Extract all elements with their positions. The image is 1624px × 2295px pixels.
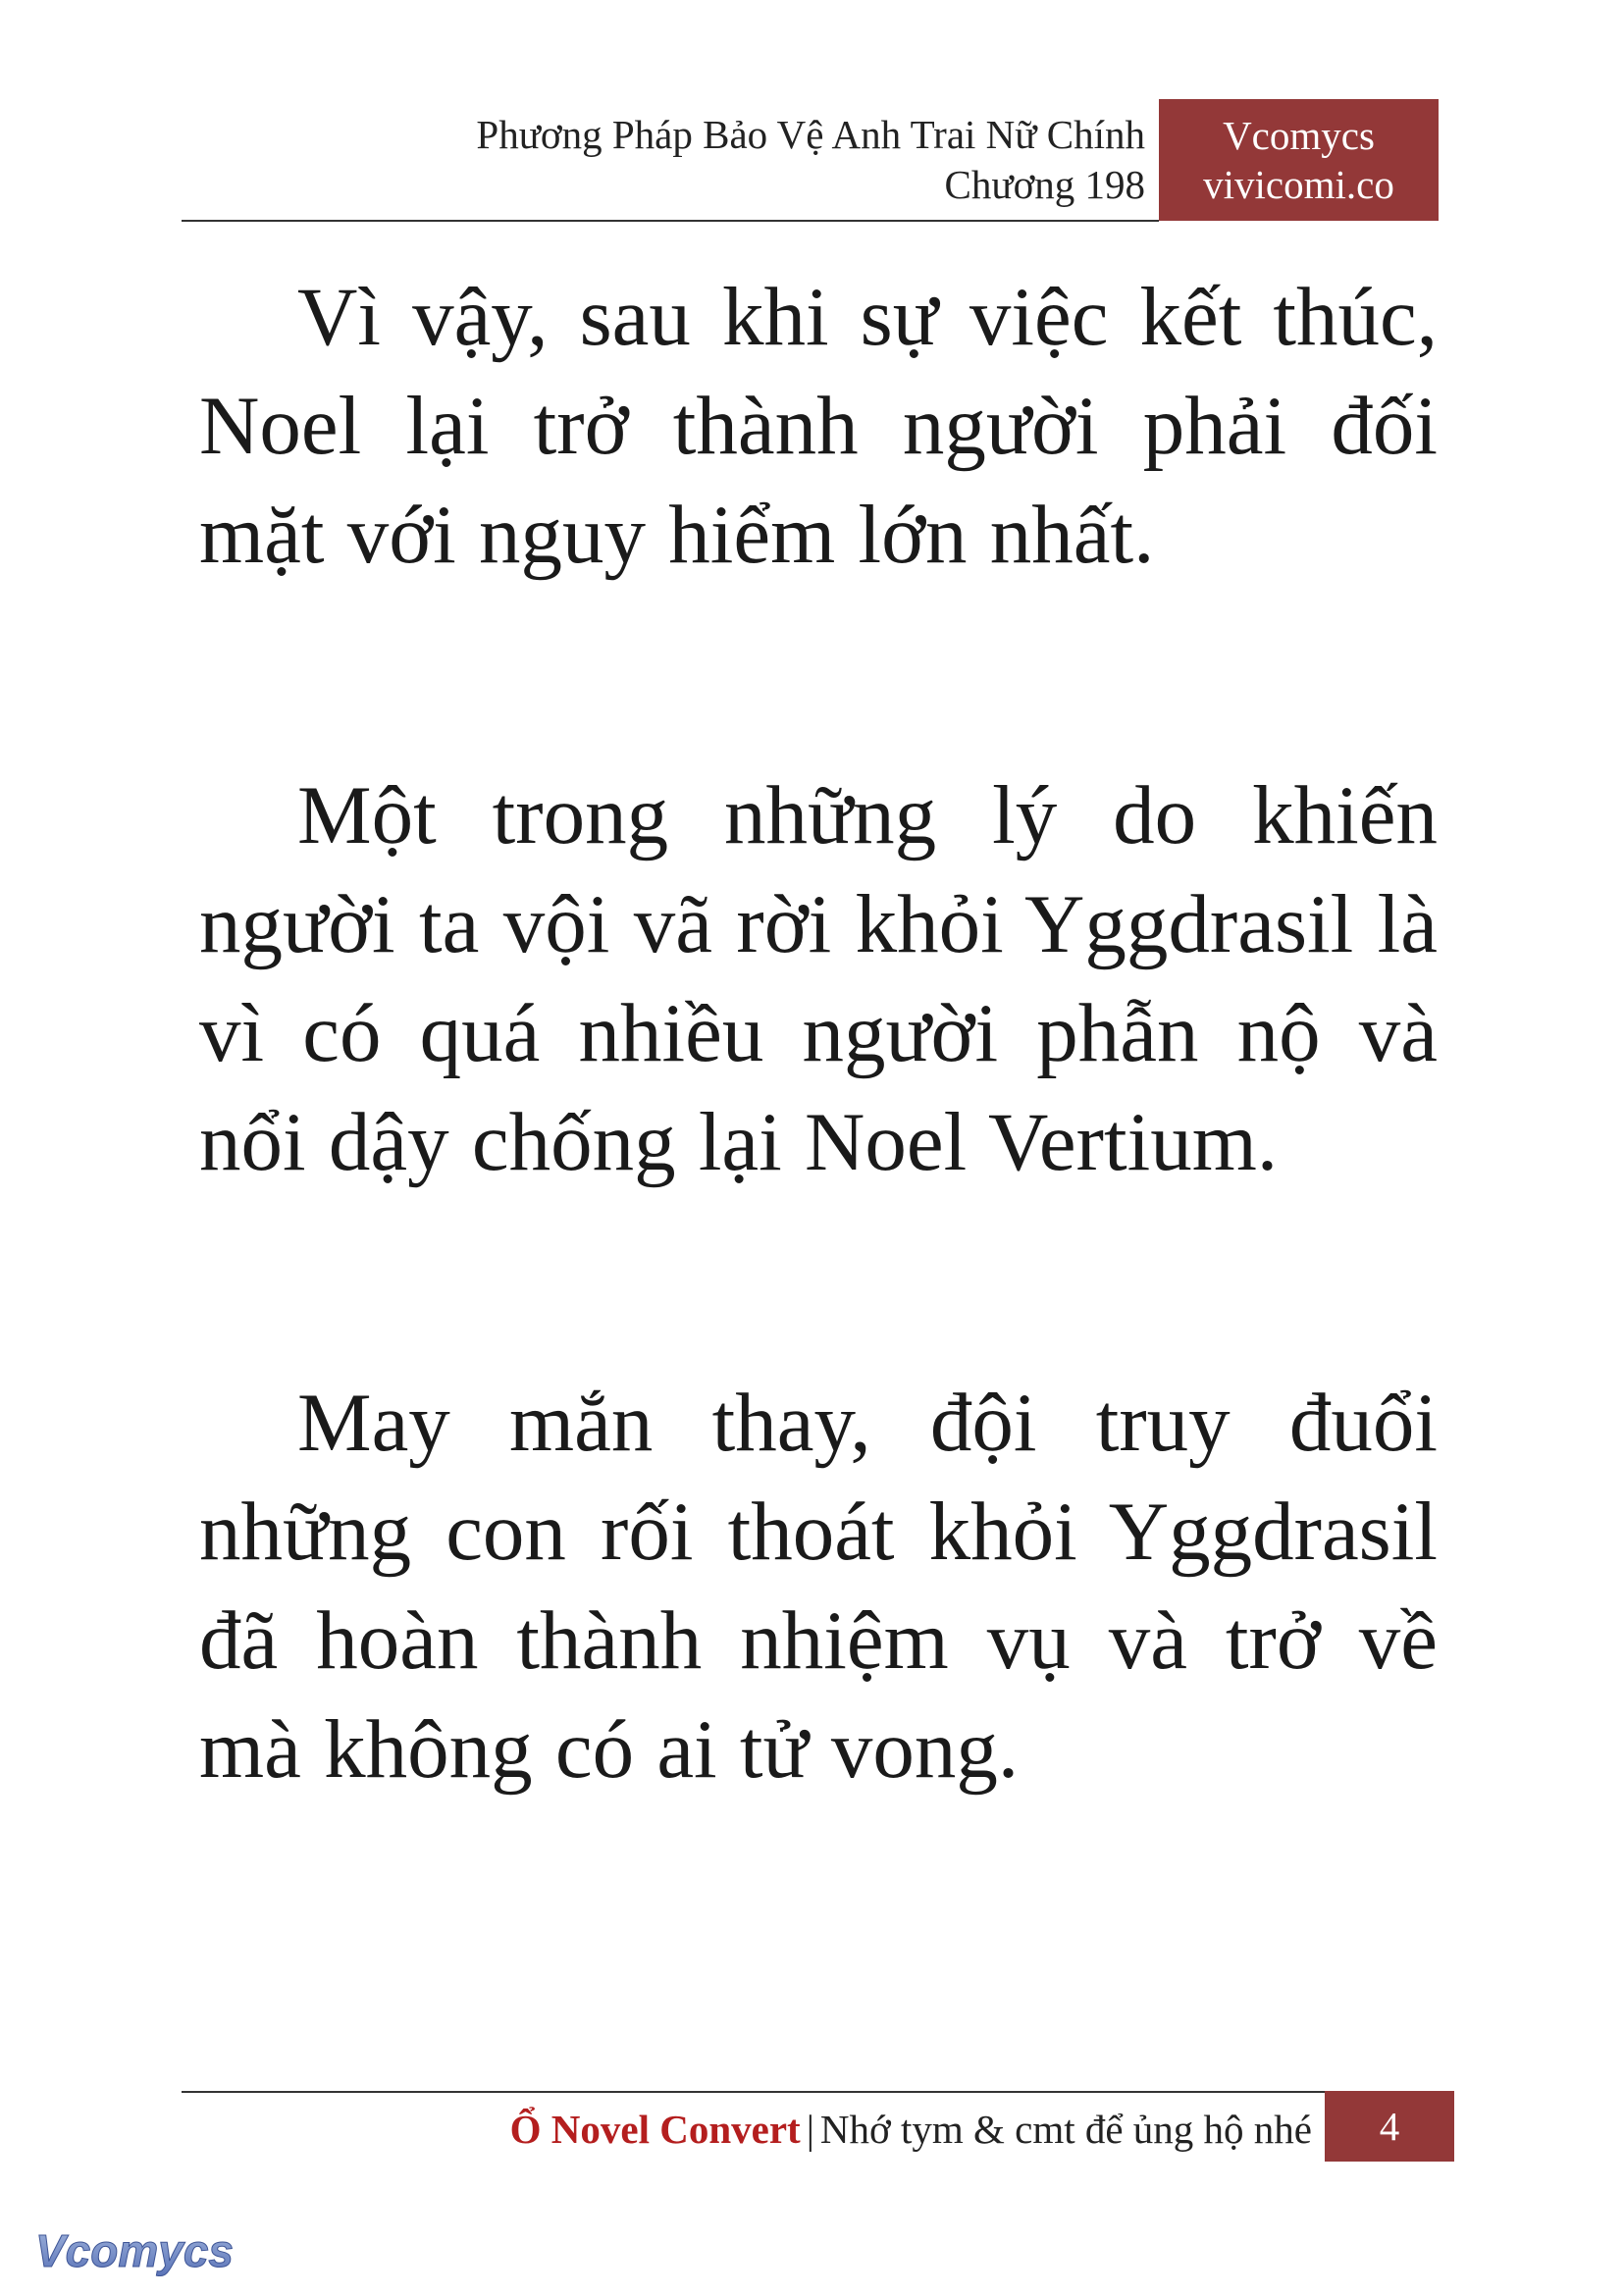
- chapter-content: [199, 263, 1438, 1804]
- site-badge: [1159, 99, 1439, 221]
- paragraph-1: Vì vậy, sau khi sự việc kết thúc, Noel lại trở thành người phải đối mặt với nguy hiểm lớn nhất.: [199, 271, 1438, 581]
- footer-separator: |: [806, 2107, 814, 2152]
- header-text-block: [476, 110, 1145, 210]
- paragraph-2: Một trong những lý do khiến người ta vội vã rời khỏi Yggdrasil là vì có quá nhiều người phẫn nộ và nổi dậy chống lại Noel Vertium.: [199, 769, 1438, 1188]
- page-header: [0, 0, 1624, 235]
- chapter-label: Chương 198: [944, 162, 1145, 207]
- footer-brand: Ổ Novel Convert: [509, 2107, 801, 2152]
- footer-message: Nhớ tym & cmt để ủng hộ nhé: [819, 2107, 1312, 2152]
- vcomycs-watermark-logo: [29, 2217, 245, 2286]
- header-divider: [182, 220, 1159, 222]
- watermark-text: Vcomycs: [35, 2225, 235, 2276]
- page-number: 4: [1325, 2091, 1454, 2162]
- site-badge-name: Vcomycs: [1223, 113, 1375, 158]
- paragraph-3: May mắn thay, đội truy đuổi những con rối thoát khỏi Yggdrasil đã hoàn thành nhiệm vụ và trở về mà không có ai tử vong.: [199, 1377, 1438, 1796]
- footer-divider: [182, 2091, 1325, 2093]
- footer-text: [510, 2102, 1312, 2157]
- book-title: Phương Pháp Bảo Vệ Anh Trai Nữ Chính: [476, 112, 1145, 157]
- site-badge-url: vivicomi.co: [1203, 162, 1394, 207]
